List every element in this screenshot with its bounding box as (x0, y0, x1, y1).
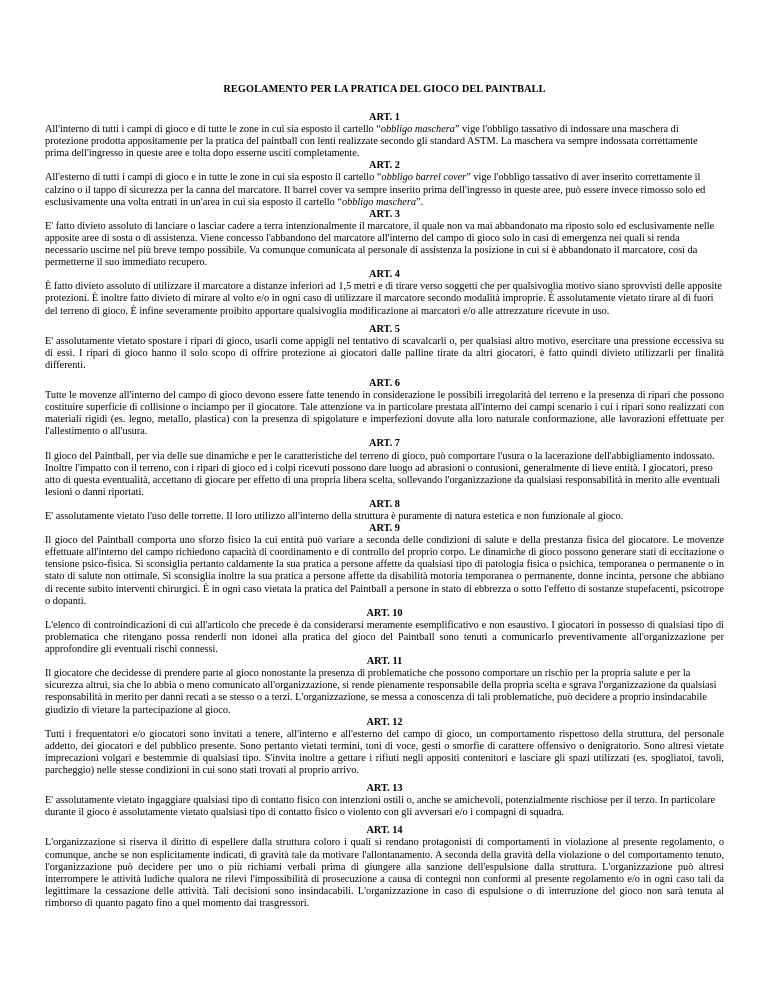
article-heading: ART. 13 (366, 783, 403, 795)
article-10 (45, 608, 724, 656)
article-body: E' assolutamente vietato spostare i ripari di gioco, usarli come appigli nel tentativo di scavalcarli o, per qualsiasi altro motivo, esercitare una pressione eccessiva su di essi. I ripari di gioco hanno il solo scopo di offrire protezione ai giocatori dalle palline tirate da altri giocatori, è fatto quindi divieto utilizzarli per finalità differenti. (45, 335, 724, 371)
article-body: Tutte le movenze all'interno del campo di gioco devono essere fatte tenendo in considerazione le possibili irregolarità del terreno e la presenza di ripari che possono costituire superficie di collisione o inciampo per il giocatore. Tale attenzione va in particolare prestata all'interno dei campi scenario i cui i ripari sono realizzati con materiali rigidi (es. legno, metallo, plastica) con la presenza di spigolature e imperfezioni dovute alla loro naturale conformazione, alle lavorazioni effettuate per l'allestimento o all'usura. (45, 390, 724, 438)
article-body: Il giocatore che decidesse di prendere parte al gioco nonostante la presenza di problematiche che possono comportare un rischio per la propria salute e per la sicurezza altrui, sia che lo abbia o meno comunicato all'organizzazione, si rende pienamente responsabile della propria scelta e sgrava l'organizzazione da qualsiasi responsabilità in merito per danni recati a se stesso o a terzi. L'organizzazione, se messa a conoscenza di tali problematiche, può decidere a proprio insindacabile giudizio di vietare la partecipazione al gioco. (45, 668, 717, 716)
article-body: E' fatto divieto assoluto di lanciare o lasciar cadere a terra intenzionalmente il marcatore, il quale non va mai abbandonato ma riposto solo ed esclusivamente nelle apposite aree di sosta o di assistenza. Viene concesso l'abbandono del marcatore all'interno del campo di gioco solo in casi di emergenza nei quali si renda necessario uscirne nel più breve tempo possibile. Va comunque comunicata al personale di assistenza la posizione in cui si è abbandonato il marcatore, così da permetterne il suo immediato recupero. (45, 220, 715, 269)
article-heading: ART. 7 (369, 438, 400, 450)
article-heading: ART. 9 (369, 523, 400, 535)
article-body: L'elenco di controindicazioni di cui all'articolo che precede è da considerarsi meramente esemplificativo e non esaustivo. I giocatori in possesso di qualsiasi tipo di problematica che ritengano possa renderli non idonei alla pratica del gioco del Paintball sono tenuti a comunicarlo preventivamente all'organizzazione per approfondire gli eventuali rischi connessi. (45, 619, 724, 656)
article-4 (45, 269, 724, 317)
article-body: E' assolutamente vietato l'uso delle torrette. Il loro utilizzo all'interno della struttura è puramente di natura estetica e non funzionale al gioco. (45, 511, 624, 522)
article-heading: ART. 1 (369, 112, 400, 123)
article-9 (45, 523, 724, 608)
article-heading: ART. 8 (369, 498, 400, 510)
article-heading: ART. 4 (369, 269, 400, 281)
article-heading: ART. 6 (369, 377, 400, 389)
document-title: REGOLAMENTO PER LA PRATICA DEL GIOCO DEL PAINTBALL (223, 84, 546, 95)
article-2 (45, 160, 724, 208)
article-1 (45, 112, 724, 160)
article-body: È fatto divieto assoluto di utilizzare il marcatore a distanze inferiori ad 1,5 metri e di tirare verso soggetti che per qualsivoglia motivo siano sprovvisti delle apposite protezioni. È inoltre fatto divieto di mirare al volto e/o in ogni caso di utilizzare il marcatore secondo modalità improprie. È assolutamente vietato tirare al di fuori del terreno di gioco. È infine severamente proibito apportare qualsivoglia modificazione ai marcatori e/o alle attrezzature ricevute in uso. (45, 281, 722, 317)
article-8 (45, 499, 724, 523)
article-11 (45, 656, 724, 716)
article-heading: ART. 5 (369, 323, 400, 335)
article-body: Il gioco del Paintball, per via delle sue dinamiche e per le caratteristiche del terreno di gioco, può comportare l'usura o la lacerazione dell'abbigliamento indossato. Inoltre l'impatto con il terreno, con i ripari di gioco ed i colpi ricevuti possono dare luogo ad abrasioni o contusioni, generalmente di lieve entità. I giocatori, preso atto di questa eventualità, accettano di giocare per effetto di una propria libera scelta, sollevando l'organizzazione da qualsiasi responsabilità in merito alle eventuali lesioni o danni riportati. (45, 450, 721, 498)
article-body: All'esterno di tutti i campi di gioco e in tutte le zone in cui sia esposto il cartello “obbligo barrel cover” vige l'obbligo tassativo di aver inserito correttamente il calzino o il tappo di sicurezza per la canna del marcatore. Il barrel cover va sempre inserito prima dell'ingresso in queste aree, può essere invece rimosso solo ed esclusivamente una volta entrati in un'area in cui sia esposto il cartello “obbligo maschera”. (45, 172, 706, 208)
article-heading: ART. 12 (366, 716, 403, 728)
article-heading: ART. 10 (366, 607, 403, 619)
article-5 (45, 324, 724, 372)
article-12 (45, 717, 724, 777)
article-heading: ART. 14 (366, 825, 403, 837)
article-body: All'interno di tutti i campi di gioco e di tutte le zone in cui sia esposto il cartello “obbligo maschera” vige l'obbligo tassativo di indossare una maschera di protezione prodotta appositamente per la pratica del paintball con lenti realizzate secondo gli standard ASTM. La maschera va sempre indossata correttamente prima dell'ingresso in queste aree e tolta dopo esserne usciti completamente. (45, 124, 698, 160)
article-heading: ART. 2 (369, 160, 400, 172)
article-heading: ART. 3 (369, 208, 400, 220)
article-3 (45, 209, 724, 269)
article-13 (45, 783, 724, 819)
article-body: E' assolutamente vietato ingaggiare qualsiasi tipo di contatto fisico con intenzioni ostili o, anche se amichevoli, potenzialmente rischiose per il terzo. In particolare durante il gioco è assolutamente vietato qualsiasi tipo di contatto fisico o violento con gli avversari e/o i compagni di squadra. (45, 795, 716, 819)
article-7 (45, 438, 724, 498)
article-body: L'organizzazione si riserva il diritto di espellere dalla struttura coloro i quali si rendano protagonisti di comportamenti in violazione al presente regolamento, o comunque, anche se non esplicitamente indicati, di gravità tale da motivare l'allontanamento. A seconda della gravità della violazione o del comportamento tenuto, l'organizzazione può decidere per uno o più richiami verbali prima di giungere alla sanzione dell'espulsione dalla struttura. L'organizzazione può altresì interrompere le attività ludiche qualora ne rilevi l'impossibilità di prosecuzione a causa di contegni non conformi al presente regolamento e/o in ogni caso tali da legittimare la cessazione delle attività. Tali decisioni sono insindacabili. L'organizzazione in caso di espulsione o di interruzione del gioco non sarà tenuta al rimborso di quanto pagato fino a quel momento dai trasgressori. (45, 837, 724, 909)
article-body: Il gioco del Paintball comporta uno sforzo fisico la cui entità può variare a seconda delle condizioni di salute e della prestanza fisica del giocatore. Le movenze effettuate all'interno del campo richiedono capacità di coordinamento e di controllo del proprio corpo. Le dinamiche di gioco possono generare stati di eccitazione o tensione psico-fisica. Si sconsiglia pertanto caldamente la sua pratica a persone affette da qualsiasi tipo di patologia fisica o psichica, temporanea o permanente o in stato di salute non ottimale. Si sconsiglia inoltre la sua pratica a persone affette da disabilità motoria temporanea o permanente, donne incinta, persone che abbiano di recente subito interventi chirurgici. È in ogni caso vietata la pratica del Paintball a persone in stato di ebbrezza o sotto l'effetto di sostanze stupefacenti, psicotrope o dopanti. (45, 535, 724, 607)
article-6 (45, 378, 724, 438)
article-body: Tutti i frequentatori e/o giocatori sono invitati a tenere, all'interno e all'esterno del campo di gioco, un comportamento rispettoso della struttura, del personale addetto, dei giocatori e del pubblico presente. Sono pertanto vietati termini, toni di voce, gesti o smorfie di carattere offensivo o denigratorio. Sono altresì vietate imprecazioni volgari e bestemmie di qualsiasi tipo. S'invita inoltre a gettare i rifiuti negli appositi contenitori e lasciare gli spazi utilizzati (es. spogliatoi, tavoli, parcheggio) nelle stesse condizioni in cui sono stati trovati al proprio arrivo. (45, 728, 724, 776)
article-14 (45, 825, 724, 910)
article-heading: ART. 11 (366, 656, 403, 668)
